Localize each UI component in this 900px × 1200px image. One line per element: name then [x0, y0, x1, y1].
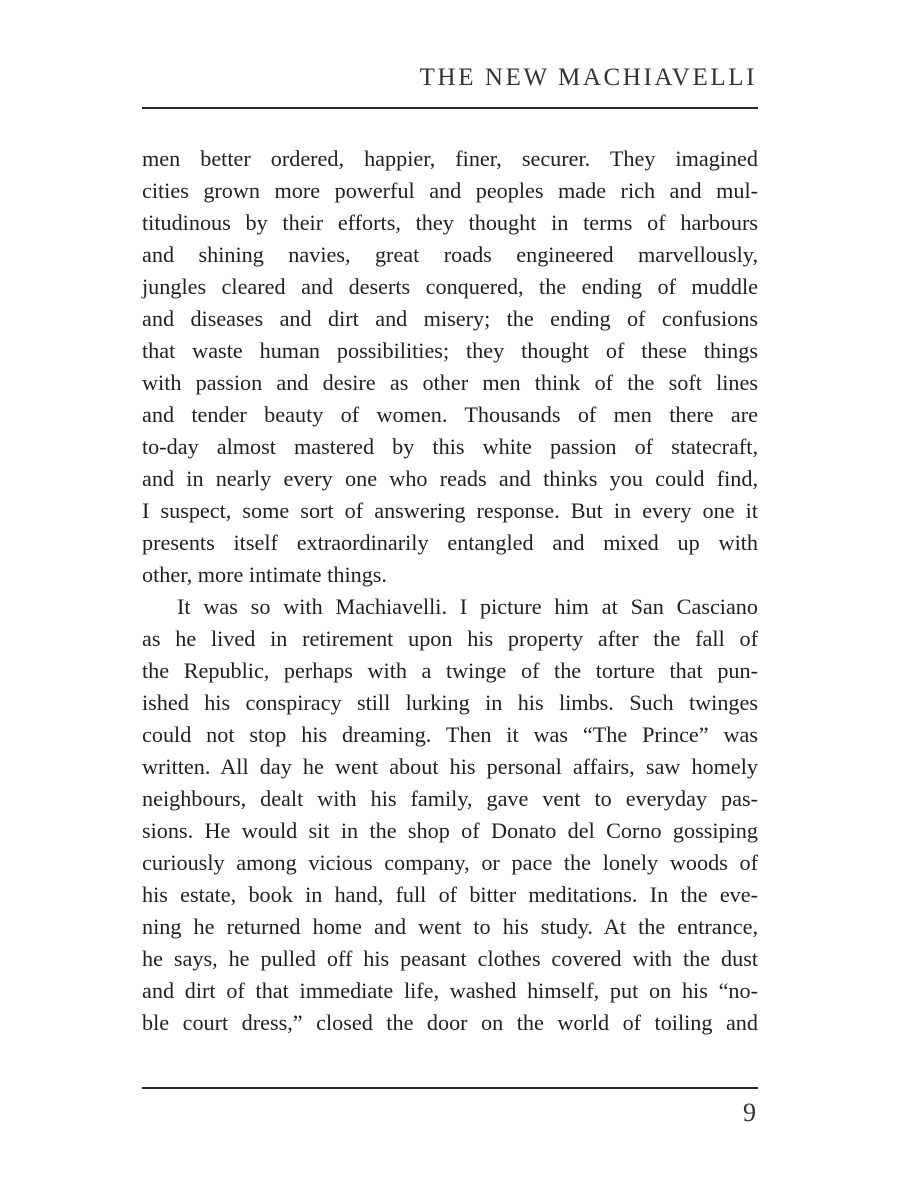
text-line: ning he returned home and went to his study. At the entrance,	[142, 914, 758, 939]
paragraph-end-line: other, more intimate things.	[142, 562, 387, 587]
header-rule	[142, 107, 758, 109]
text-line: written. All day he went about his personal affairs, saw homely	[142, 754, 758, 779]
text-line: and diseases and dirt and misery; the ending of confusions	[142, 306, 758, 331]
text-line: cities grown more powerful and peoples made rich and mul-	[142, 178, 758, 203]
text-line: his estate, book in hand, full of bitter meditations. In the eve-	[142, 882, 758, 907]
text-line: neighbours, dealt with his family, gave vent to everyday pas-	[142, 786, 758, 811]
text-line: men better ordered, happier, finer, securer. They imagined	[142, 146, 758, 171]
text-line: that waste human possibilities; they thought of these things	[142, 338, 758, 363]
paragraph-first-line: It was so with Machiavelli. I picture him at San Casciano	[177, 594, 758, 619]
text-line: ished his conspiracy still lurking in his limbs. Such twinges	[142, 690, 758, 715]
text-line: he says, he pulled off his peasant clothes covered with the dust	[142, 946, 758, 971]
text-line: sions. He would sit in the shop of Donato del Corno gossiping	[142, 818, 758, 843]
body-text	[142, 143, 758, 1039]
text-line: and tender beauty of women. Thousands of men there are	[142, 402, 758, 427]
text-line: presents itself extraordinarily entangled and mixed up with	[142, 530, 758, 555]
text-line: and shining navies, great roads engineered marvellously,	[142, 242, 758, 267]
text-line: to-day almost mastered by this white passion of statecraft,	[142, 434, 758, 459]
text-line: titudinous by their efforts, they thought in terms of harbours	[142, 210, 758, 235]
text-line: curiously among vicious company, or pace the lonely woods of	[142, 850, 758, 875]
text-line: and dirt of that immediate life, washed himself, put on his “no-	[142, 978, 758, 1003]
text-line: I suspect, some sort of answering response. But in every one it	[142, 498, 758, 523]
text-line: with passion and desire as other men think of the soft lines	[142, 370, 758, 395]
footer-rule	[142, 1087, 758, 1089]
text-line: as he lived in retirement upon his property after the fall of	[142, 626, 758, 651]
text-line: and in nearly every one who reads and thinks you could find,	[142, 466, 758, 491]
text-line: jungles cleared and deserts conquered, the ending of muddle	[142, 274, 758, 299]
text-line: could not stop his dreaming. Then it was “The Prince” was	[142, 722, 758, 747]
running-head-title: THE NEW MACHIAVELLI	[419, 64, 757, 91]
page-number: 9	[743, 1098, 756, 1127]
text-line: the Republic, perhaps with a twinge of the torture that pun-	[142, 658, 758, 683]
text-line: ble court dress,” closed the door on the world of toiling and	[142, 1010, 758, 1035]
